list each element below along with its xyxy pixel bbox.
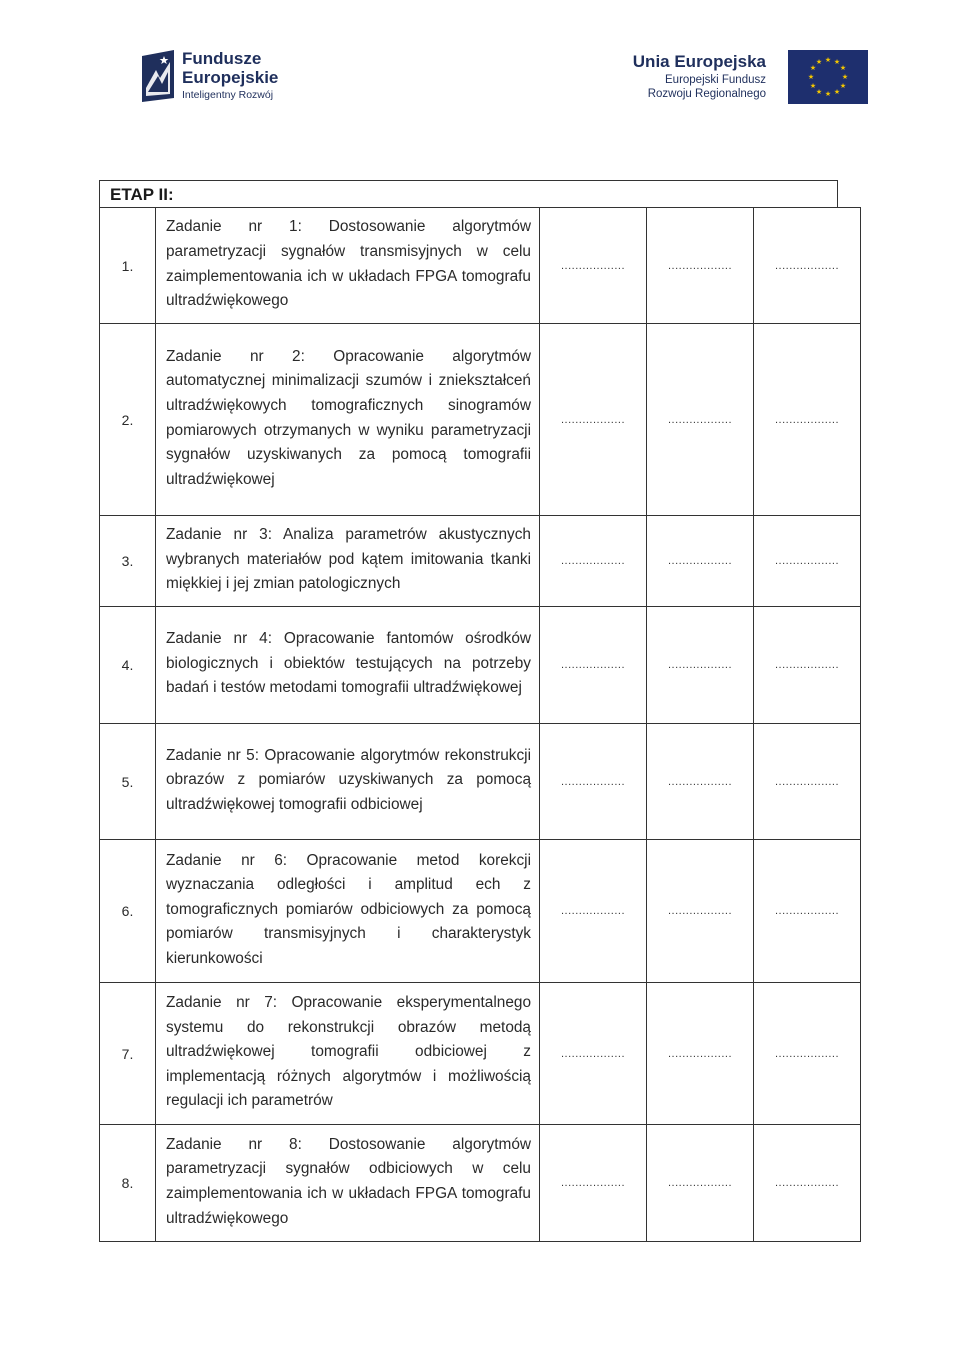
svg-text:★: ★ (824, 56, 832, 64)
row-number: 3. (100, 516, 156, 607)
europejskie-line: Europejskie (182, 68, 279, 87)
svg-text:★: ★ (815, 58, 823, 66)
etap-heading (99, 180, 838, 208)
row-number: 1. (100, 208, 156, 324)
svg-text:★: ★ (839, 64, 847, 72)
row-number: 2. (100, 324, 156, 516)
fundusze-europejskie-logo-icon (140, 48, 176, 104)
dotted-field: .................. (754, 724, 861, 840)
task-description: Zadanie nr 5: Opracowanie algorytmów rekonstrukcji obrazów z pomiarów uzyskiwanych za pomocą ultradźwiękowej tomografii odbiciowej (156, 724, 540, 840)
dotted-field: .................. (540, 607, 647, 724)
table-row (100, 208, 861, 324)
tasks-table (99, 207, 861, 1242)
dotted-field: .................. (647, 983, 754, 1125)
table-row (100, 983, 861, 1125)
dotted-field: .................. (754, 607, 861, 724)
task-description: Zadanie nr 2: Opracowanie algorytmów automatycznej minimalizacji szumów i zniekształceń ultradźwiękowych tomograficznych sinogramów pomiarowych otrzymanych w wyniku parametryzacji sygnałów uzyskiwanych za pomocą tomografii ultradźwiękowej (156, 324, 540, 516)
row-number: 5. (100, 724, 156, 840)
dotted-field: .................. (647, 324, 754, 516)
unia-europejska-header (548, 50, 868, 110)
task-description: Zadanie nr 6: Opracowanie metod korekcji wyznaczania odległości i amplitud ech z tomograficznych pomiarów odbiciowych za pomocą pomiarów transmisyjnych i charakterystyk kierunkowości (156, 840, 540, 983)
table-row (100, 724, 861, 840)
dotted-field: .................. (647, 724, 754, 840)
dotted-field: .................. (647, 840, 754, 983)
task-description: Zadanie nr 1: Dostosowanie algorytmów parametryzacji sygnałów transmisyjnych w celu zaimplementowania ich w układach FPGA tomografu ultradźwiękowego (156, 208, 540, 324)
task-description: Zadanie nr 8: Dostosowanie algorytmów parametryzacji sygnałów odbiciowych w celu zaimplementowania ich w układach FPGA tomografu ultradźwiękowego (156, 1125, 540, 1242)
task-description: Zadanie nr 3: Analiza parametrów akustycznych wybranych materiałów pod kątem imitowania tkanki miękkiej i jej zmian patologicznych (156, 516, 540, 607)
svg-text:★: ★ (833, 58, 841, 66)
dotted-field: .................. (540, 516, 647, 607)
dotted-field: .................. (647, 208, 754, 324)
row-number: 8. (100, 1125, 156, 1242)
table-row (100, 1125, 861, 1242)
eu-flag-icon (788, 50, 868, 104)
dotted-field: .................. (754, 840, 861, 983)
row-number: 6. (100, 840, 156, 983)
svg-text:★: ★ (824, 90, 832, 98)
dotted-field: .................. (754, 324, 861, 516)
svg-text:★: ★ (807, 73, 815, 81)
table-row (100, 324, 861, 516)
etap-title: ETAP II: (110, 185, 174, 204)
svg-text:★: ★ (839, 82, 847, 90)
dotted-field: .................. (540, 840, 647, 983)
fundusze-line: Fundusze (182, 49, 262, 68)
dotted-field: .................. (754, 1125, 861, 1242)
dotted-field: .................. (540, 208, 647, 324)
dotted-field: .................. (540, 1125, 647, 1242)
program-name: Inteligentny Rozwój (182, 89, 274, 101)
task-description: Zadanie nr 4: Opracowanie fantomów ośrodków biologicznych i obiektów testujących na potrzeby badań i testów metodami tomografii ultradźwiękowej (156, 607, 540, 724)
dotted-field: .................. (647, 516, 754, 607)
svg-text:★: ★ (809, 64, 817, 72)
dotted-field: .................. (540, 983, 647, 1125)
dotted-field: .................. (540, 724, 647, 840)
table-row (100, 607, 861, 724)
row-number: 4. (100, 607, 156, 724)
table-row (100, 516, 861, 607)
fund-name-line2: Rozwoju Regionalnego (647, 88, 766, 100)
dotted-field: .................. (647, 607, 754, 724)
row-number: 7. (100, 983, 156, 1125)
unia-europejska-title: Unia Europejska (632, 52, 766, 71)
dotted-field: .................. (647, 1125, 754, 1242)
fund-name-line1: Europejski Fundusz (665, 74, 766, 86)
dotted-field: .................. (754, 516, 861, 607)
svg-text:★: ★ (833, 88, 841, 96)
dotted-field: .................. (540, 324, 647, 516)
fundusze-europejskie-header (140, 44, 340, 114)
task-description: Zadanie nr 7: Opracowanie eksperymentalnego systemu do rekonstrukcji obrazów metodą ultradźwiękowej tomografii odbiciowej z implementacją różnych algorytmów i możliwością regulacji ich parametrów (156, 983, 540, 1125)
svg-text:★: ★ (815, 88, 823, 96)
table-row (100, 840, 861, 983)
svg-text:★: ★ (841, 73, 849, 81)
dotted-field: .................. (754, 208, 861, 324)
dotted-field: .................. (754, 983, 861, 1125)
svg-text:★: ★ (809, 82, 817, 90)
